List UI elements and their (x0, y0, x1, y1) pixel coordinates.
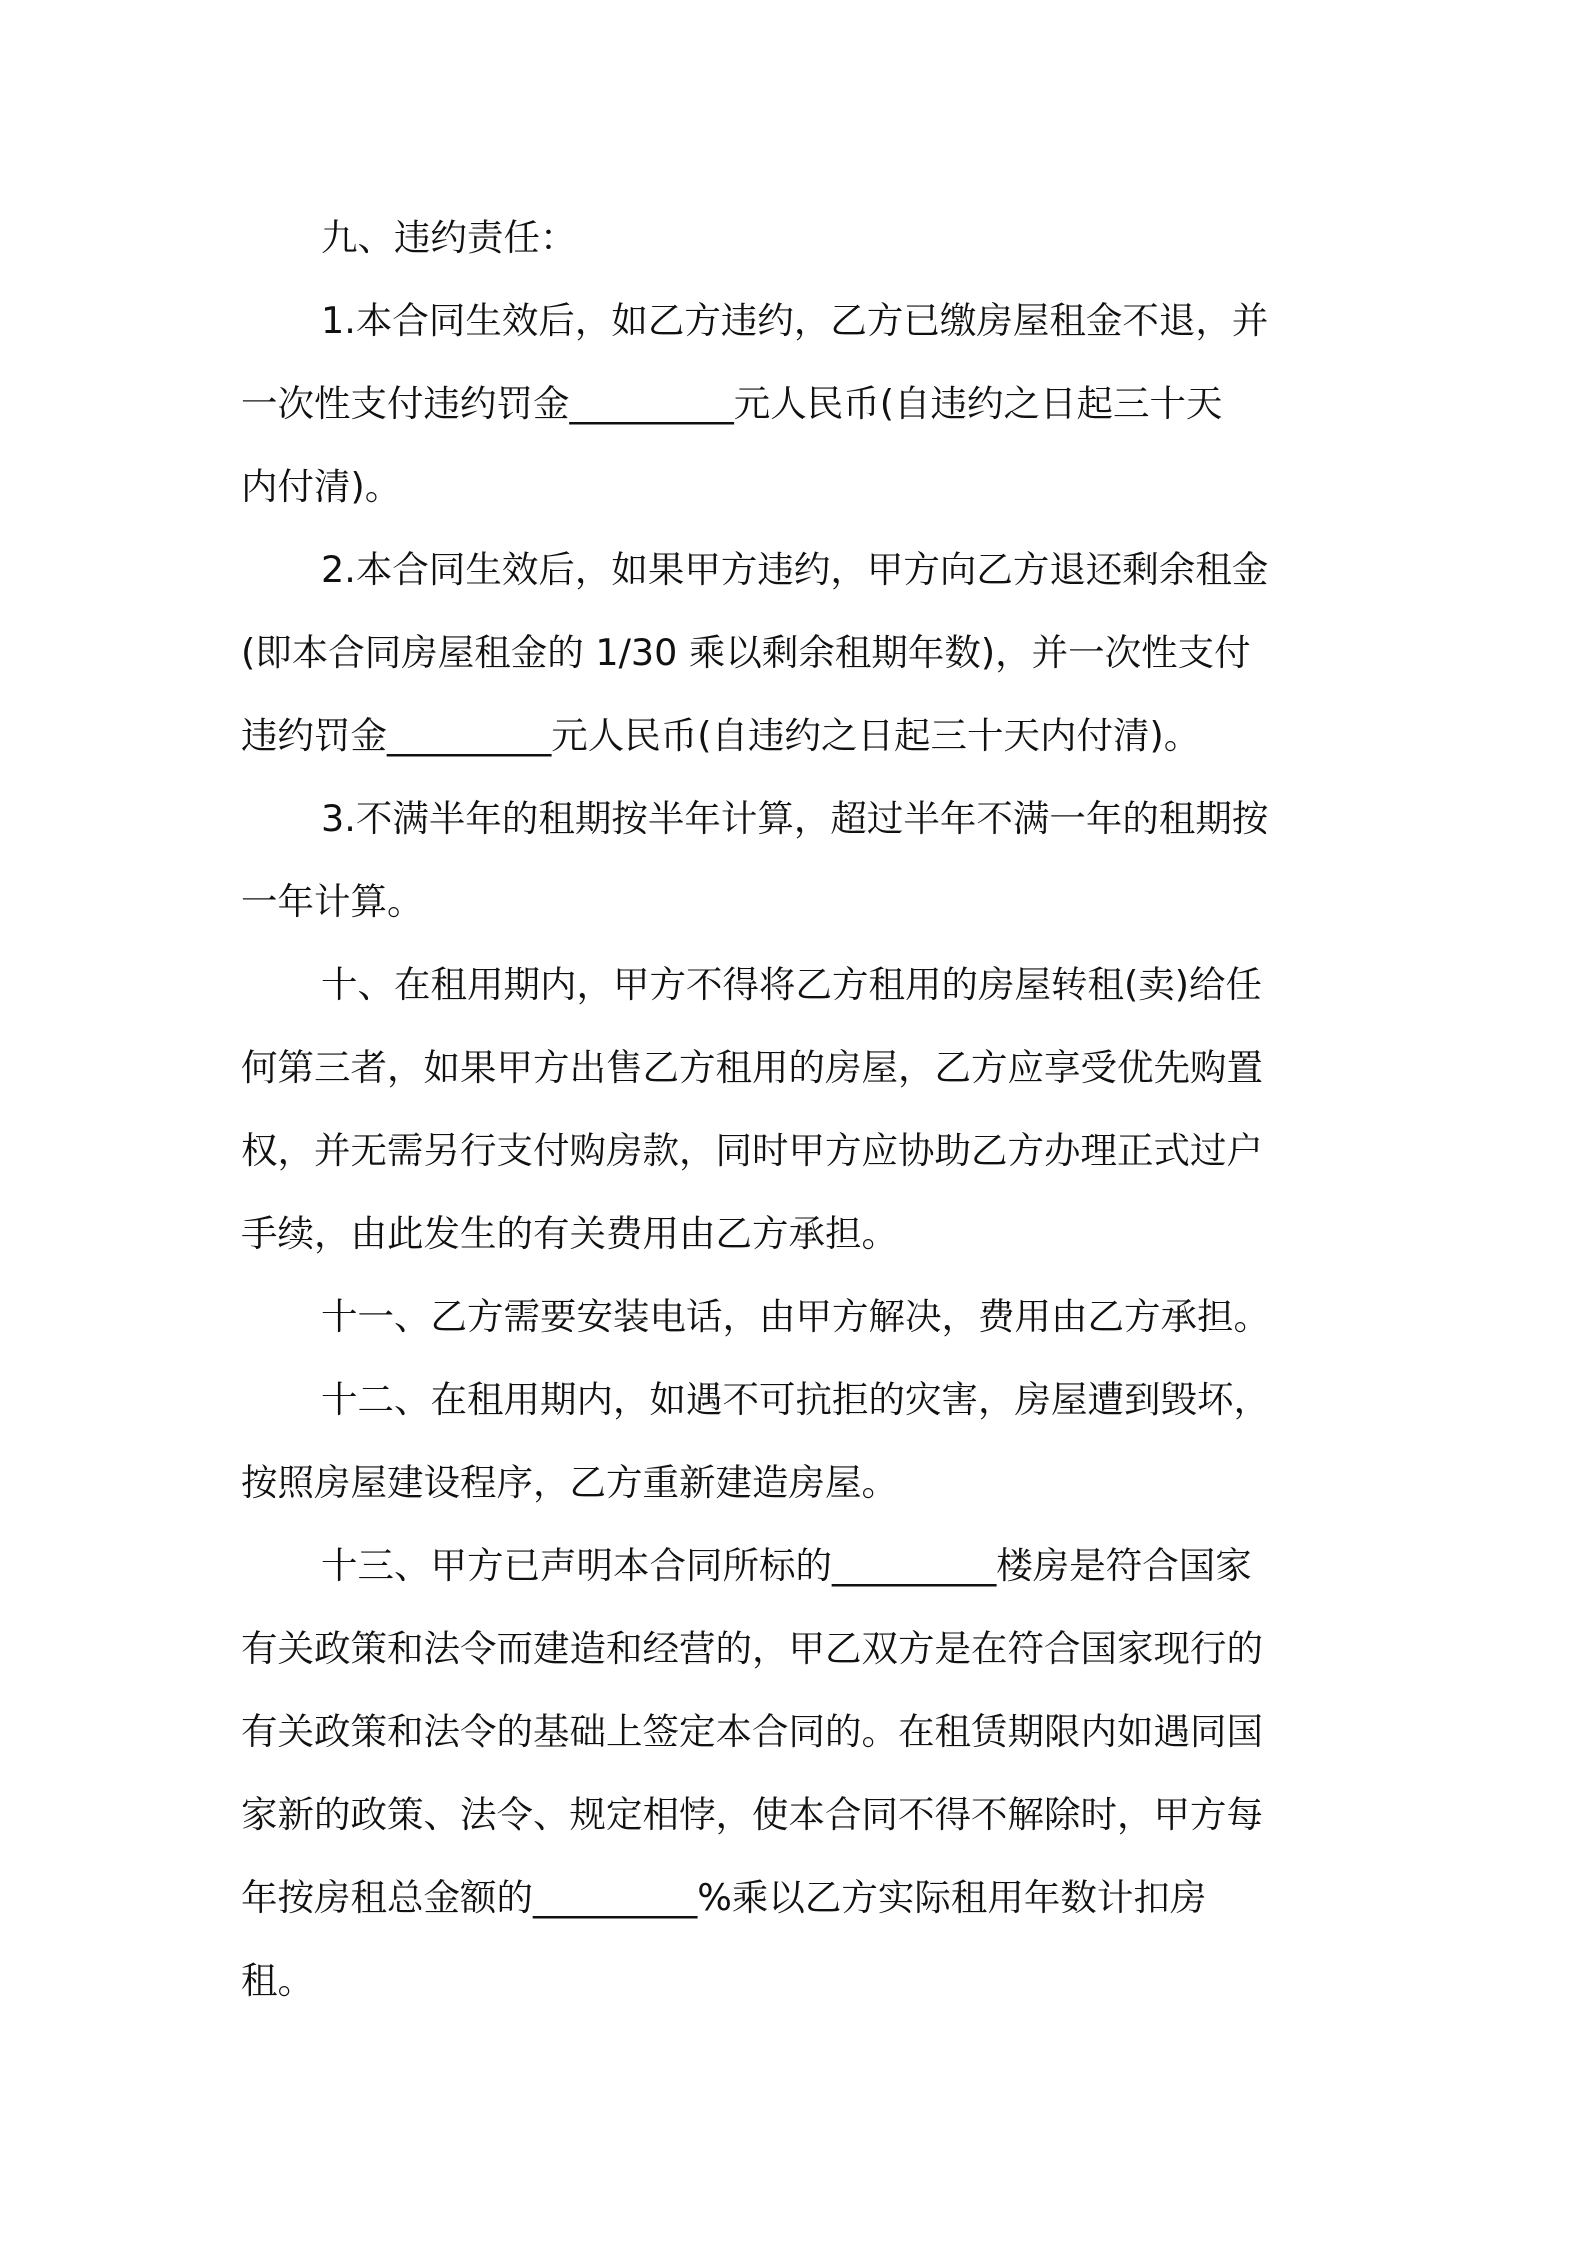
text-line: 租。 (241, 1959, 314, 2002)
text-line: 年按房租总金额的_________%乘以乙方实际租用年数计扣房 (241, 1876, 1207, 1919)
text-line: 一年计算。 (241, 880, 424, 923)
clause-2-landlord-breach (241, 528, 1351, 777)
text-line: 十一、乙方需要安装电话，由甲方解决，费用由乙方承担。 (321, 1295, 1270, 1338)
text-line: 有关政策和法令而建造和经营的，甲乙双方是在符合国家现行的 (241, 1627, 1263, 1670)
text-line: 家新的政策、法令、规定相悖，使本合同不得不解除时，甲方每 (241, 1793, 1263, 1836)
text-line: (即本合同房屋租金的 1/30 乘以剩余租期年数)，并一次性支付 (241, 631, 1251, 674)
clause-13-policy-compliance (241, 1524, 1351, 2022)
text-line: 内付清)。 (241, 465, 402, 508)
text-line: 一次性支付违约罚金_________元人民币(自违约之日起三十天 (241, 382, 1223, 425)
text-line: 十、在租用期内，甲方不得将乙方租用的房屋转租(卖)给任 (321, 963, 1262, 1006)
text-line: 按照房屋建设程序，乙方重新建造房屋。 (241, 1461, 898, 1504)
contract-body (241, 196, 1351, 2022)
clause-11-telephone (241, 1275, 1351, 1358)
clause-10-no-sublease (241, 943, 1351, 1275)
section-heading-breach-liability: 九、违约责任： (321, 216, 577, 259)
text-line: 1.本合同生效后，如乙方违约，乙方已缴房屋租金不退，并 (321, 299, 1269, 342)
text-line: 十三、甲方已声明本合同所标的_________楼房是符合国家 (321, 1544, 1252, 1587)
text-line: 有关政策和法令的基础上签定本合同的。在租赁期限内如遇同国 (241, 1710, 1263, 1753)
text-line: 十二、在租用期内，如遇不可抗拒的灾害，房屋遭到毁坏， (321, 1378, 1270, 1421)
clause-12-force-majeure (241, 1358, 1351, 1524)
text-line: 权，并无需另行支付购房款，同时甲方应协助乙方办理正式过户 (241, 1129, 1263, 1172)
text-line: 违约罚金_________元人民币(自违约之日起三十天内付清)。 (241, 714, 1201, 757)
text-line: 3.不满半年的租期按半年计算，超过半年不满一年的租期按 (321, 797, 1269, 840)
clause-1-tenant-breach (241, 279, 1351, 528)
text-line: 何第三者，如果甲方出售乙方租用的房屋，乙方应享受优先购置 (241, 1046, 1263, 1089)
text-line: 手续，由此发生的有关费用由乙方承担。 (241, 1212, 898, 1255)
text-line: 2.本合同生效后，如果甲方违约，甲方向乙方退还剩余租金 (321, 548, 1269, 591)
clause-3-lease-period-calculation (241, 777, 1351, 943)
